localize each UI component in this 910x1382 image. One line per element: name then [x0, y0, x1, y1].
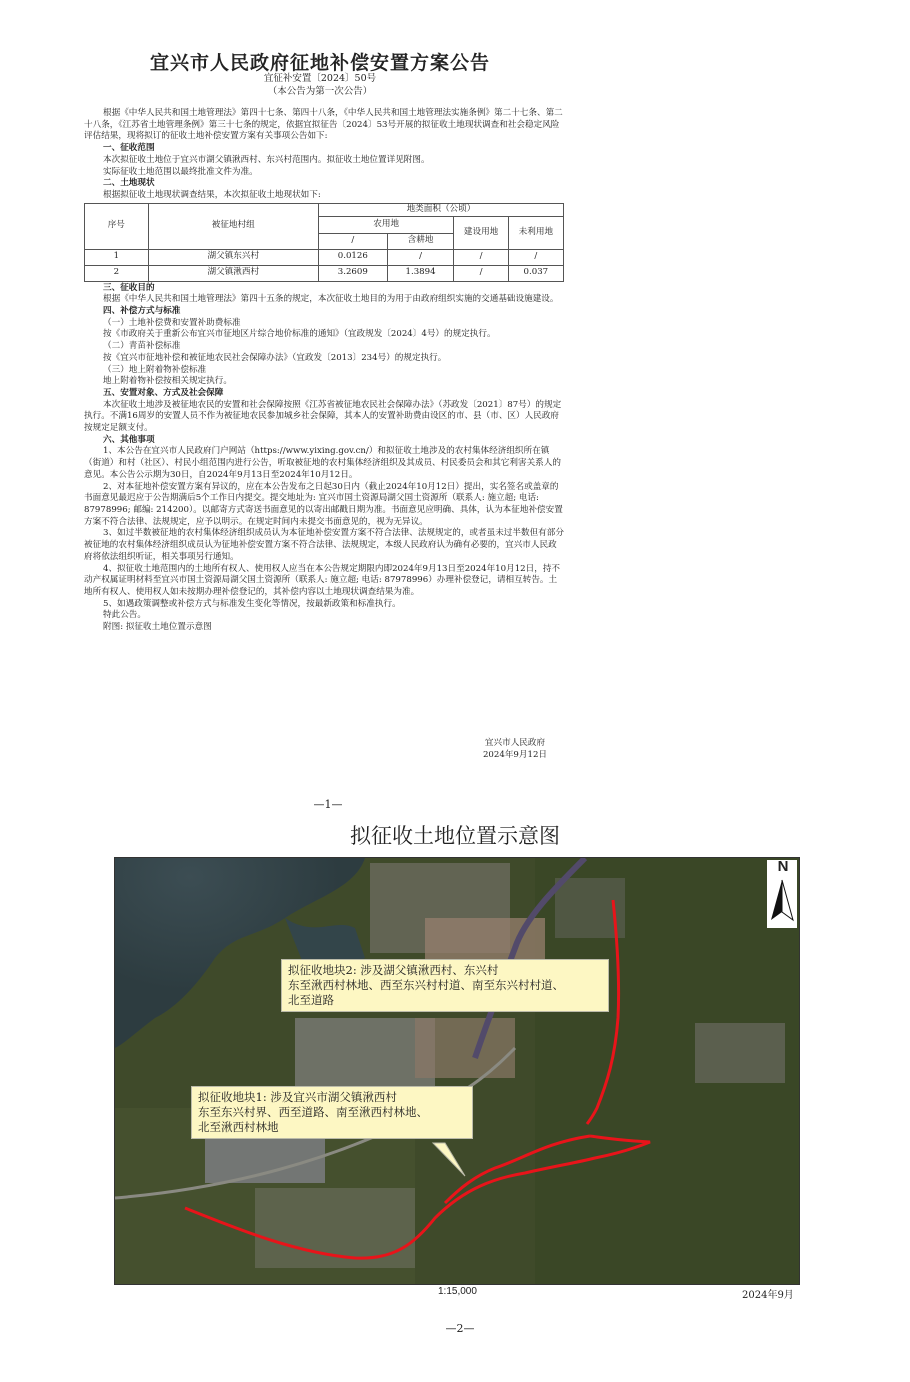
cell-construction: /	[454, 265, 508, 281]
callout-block-1	[191, 1086, 473, 1139]
callout-text: 拟征收地块2: 涉及湖父镇湫西村、东兴村	[288, 963, 499, 977]
table-header-unused: 未利用地	[508, 216, 563, 249]
paragraph: 按《宜兴市征地补偿和被征地农民社会保障办法》（宜政发〔2013〕234号）的规定执行。	[103, 352, 447, 363]
section-heading-other: 六、其他事项	[103, 434, 155, 445]
table-header-farmland: 农用地	[318, 216, 454, 233]
callout-text: 拟征收地块1: 涉及宜兴市湖父镇湫西村	[198, 1090, 397, 1104]
section-heading-land-status: 二、土地现状	[103, 178, 155, 189]
cell-no: 2	[85, 265, 149, 281]
issue-date: 2024年9月12日	[482, 750, 548, 760]
page-number: —2—	[445, 1322, 475, 1335]
map-imagery	[115, 858, 799, 1284]
cell-arable: 1.3894	[387, 265, 454, 281]
map-title: 拟征收土地位置示意图	[350, 824, 560, 848]
subheading: （二）青苗补偿标准	[103, 341, 181, 352]
cell-no: 1	[85, 249, 149, 265]
paragraph: 4、拟征收土地范围内的土地所有权人、使用权人应当在本公告规定期限内即2024年9月13日至2024年10月12日，持不动产权属证明材料至宜兴市国土资源局湖父国土资源所（联系人: 施立超; 电话: 87978996）办理补偿登记，请相互转告。土地所有权人、使用权人如未按期办理补偿登记的，其补偿内容以土地现状调查结果为准。	[84, 563, 561, 597]
announcement-note: （本公告为第一次公告）	[267, 86, 373, 97]
paragraph: 5、如遇政策调整或补偿方式与标准发生变化等情况，按最新政策和标准执行。	[103, 598, 401, 609]
table-row	[85, 249, 564, 265]
village	[695, 1023, 785, 1083]
table-header-no: 序号	[85, 203, 149, 249]
cell-unused: /	[508, 249, 563, 265]
issuer: 宜兴市人民政府	[484, 738, 546, 748]
section-heading-compensation: 四、补偿方式与标准	[103, 306, 181, 317]
cell-unused: 0.037	[508, 265, 563, 281]
table-header-arable: 含耕地	[387, 233, 454, 249]
paragraph: 2、对本征地补偿安置方案有异议的，应在本公告发布之日起30日内（截止2024年10月12日）提出，实名签名或盖章的书面意见最迟应于公告期满后5个工作日内提交。提交地址为: 宜兴市国土资源局湖父国土资源所（联系人: 施立超; 电话: 87978996; 邮编: 214200）。以邮寄方式寄送书面意见的以寄出邮戳日期为准。书面意见应明确、具体，认为本征地补偿安置方案不符合法律、法规规定，应予以明示。在规定时间内未提交书面意见的，视为无异议。	[84, 481, 563, 527]
closing-text: 特此公告。	[103, 610, 146, 621]
paragraph: 实际征收土地范围以最终批准文件为准。	[103, 166, 258, 177]
intro-paragraph: 根据《中华人民共和国土地管理法》第四十七条、第四十八条，《中华人民共和国土地管理法实施条例》第二十七条、第二十八条，《江苏省土地管理条例》第三十七条的规定，依据宜拟征告〔2024〕53号开展的拟征收土地现状调查和社会稳定风险评估结果，现将拟订的征收土地补偿安置方案有关事项公告如下:	[84, 108, 563, 142]
section-heading-scope: 一、征收范围	[103, 143, 155, 154]
callout-block-2	[281, 959, 609, 1012]
table-header-area: 地类面积（公顷）	[318, 203, 563, 216]
table-row	[85, 265, 564, 281]
callout-text: 东至东兴村界、西至道路、南至湫西村林地、	[198, 1105, 428, 1119]
north-label: N	[777, 858, 789, 875]
cell-village: 湖父镇东兴村	[148, 249, 318, 265]
callout-text: 北至道路	[288, 993, 334, 1007]
callout-text: 东至湫西村林地、西至东兴村村道、南至东兴村村道、	[288, 978, 564, 992]
construction-site	[415, 1018, 515, 1078]
paragraph: 按《市政府关于重新公布宜兴市征地区片综合地价标准的通知》（宜政规发〔2024〕4号）的规定执行。	[103, 329, 496, 340]
subheading: （一）土地补偿费和安置补助费标准	[103, 317, 241, 328]
document-number: 宜征补安置〔2024〕50号	[263, 73, 377, 84]
document-title: 宜兴市人民政府征地补偿安置方案公告	[149, 52, 490, 74]
cell-farm: 0.0126	[318, 249, 387, 265]
map-scale: 1:15,000	[438, 1286, 477, 1297]
section-heading-purpose: 三、征收目的	[103, 282, 155, 293]
paragraph: 1、本公告在宜兴市人民政府门户网站（https://www.yixing.gov.cn/）和拟征收土地涉及的农村集体经济组织所在镇（街道）和村（社区）、村民小组范围内进行公告，听取被征地的农村集体经济组织及其成员、村民委员会和其它利害关系人的意见。本公告公示期为30日，自2024年9月13日至2024年10月12日。	[84, 446, 561, 480]
paragraph: 根据拟征收土地现状调查结果，本次拟征收土地现状如下:	[103, 189, 321, 200]
callout-text: 北至湫西村林地	[198, 1120, 279, 1134]
satellite-map	[114, 857, 800, 1285]
cell-construction: /	[454, 249, 508, 265]
table-header-village: 被征地村组	[148, 203, 318, 249]
cell-village: 湖父镇湫西村	[148, 265, 318, 281]
map-date: 2024年9月	[742, 1290, 794, 1301]
document-body	[84, 108, 564, 634]
land-status-table	[84, 203, 564, 282]
table-header-construction: 建设用地	[454, 216, 508, 249]
cell-arable: /	[387, 249, 454, 265]
paragraph: 根据《中华人民共和国土地管理法》第四十五条的规定，本次征收土地目的为用于由政府组织实施的交通基础设施建设。	[103, 294, 559, 305]
paragraph: 地上附着物补偿按相关规定执行。	[103, 376, 232, 387]
cell-farm: 3.2609	[318, 265, 387, 281]
section-heading-resettlement: 五、安置对象、方式及社会保障	[103, 387, 224, 398]
paragraph: 3、如过半数被征地的农村集体经济组织成员认为本征地补偿安置方案不符合法律、法规规定的，或者虽未过半数但有部分被征地的农村集体经济组织成员认为征地补偿安置方案不符合法律、法规规定，本级人民政府认为确有必要的，宜兴市人民政府将依法组织听证，相关事项另行通知。	[84, 528, 564, 562]
subheading: （三）地上附着物补偿标准	[103, 364, 207, 375]
table-header-slash: /	[318, 233, 387, 249]
page-number: —1—	[313, 798, 343, 811]
attachment-note: 附图: 拟征收土地位置示意图	[103, 622, 212, 633]
paragraph: 本次拟征收土地位于宜兴市湖父镇湫西村、东兴村范围内。拟征收土地位置详见附图。	[103, 154, 430, 165]
paragraph: 本次征收土地涉及被征地农民的安置和社会保障按照《江苏省被征地农民社会保障办法》（苏政发〔2021〕87号）的规定执行。不满16周岁的安置人员不作为被征地农民参加城乡社会保障，其本人的安置补助费由设区的市、县（市、区）人民政府按规定足额支付。	[84, 399, 562, 434]
